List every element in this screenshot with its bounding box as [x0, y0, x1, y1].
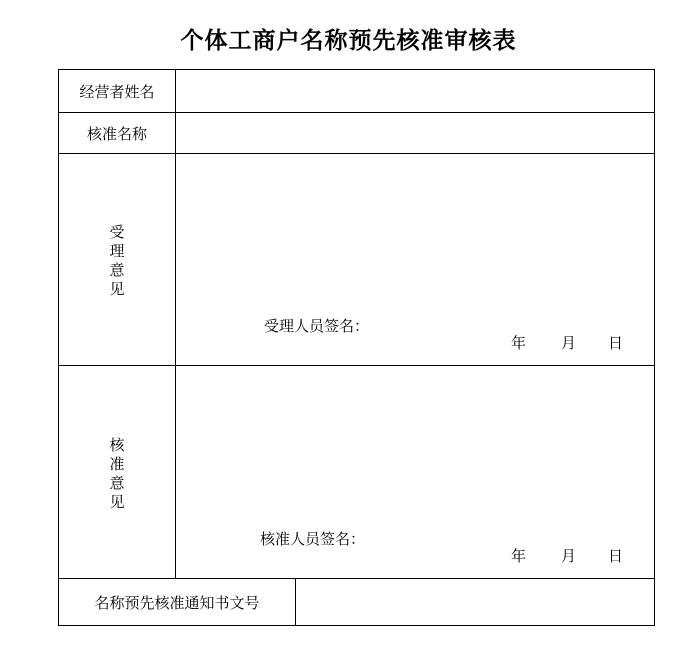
approved-name-field[interactable] — [176, 113, 654, 153]
approval-date-month: 月 — [561, 547, 577, 565]
notice-number-field[interactable] — [296, 579, 654, 625]
review-form-table — [58, 69, 655, 626]
acceptance-date-day: 日 — [608, 334, 624, 352]
approval-opinion-label: 核准意见 — [109, 436, 125, 511]
acceptance-signature-label: 受理人员签名： — [264, 317, 370, 335]
operator-name-label: 经营者姓名 — [79, 83, 155, 101]
notice-number-label: 名称预先核准通知书文号 — [94, 594, 260, 612]
approval-signature-label: 核准人员签名： — [260, 530, 366, 548]
form-title: 个体工商户名称预先核准审核表 — [180, 27, 517, 54]
approval-date-day: 日 — [608, 547, 624, 565]
acceptance-date-month: 月 — [561, 334, 577, 352]
approval-opinion-field[interactable] — [176, 366, 654, 526]
acceptance-date-year: 年 — [511, 334, 527, 352]
operator-name-field[interactable] — [176, 70, 654, 112]
approval-date-year: 年 — [511, 547, 527, 565]
acceptance-opinion-label: 受理意见 — [109, 223, 125, 298]
approved-name-label: 核准名称 — [86, 125, 147, 143]
acceptance-opinion-field[interactable] — [176, 154, 654, 314]
